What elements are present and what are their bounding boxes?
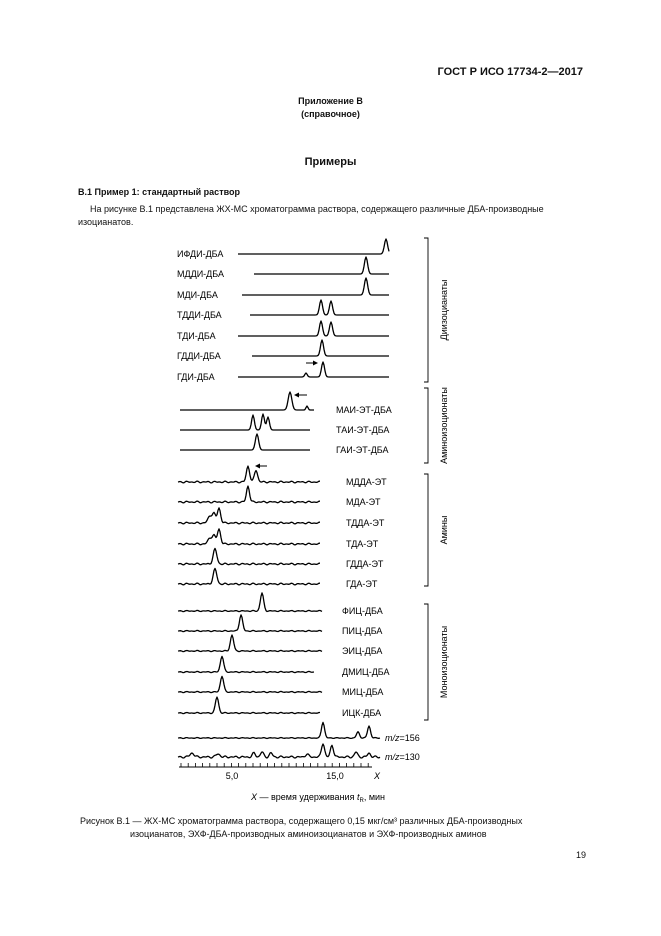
document-id: ГОСТ Р ИСО 17734-2—2017 [437, 66, 583, 78]
group-label: Амины [439, 515, 449, 545]
group-label: Моноизоционаты [439, 625, 449, 699]
annex-subtitle: (справочное) [301, 109, 360, 119]
trace-label: ИФДИ-ДБА [177, 249, 224, 259]
group-label: Аминоизоционаты [439, 387, 449, 464]
trace-label: ДМИЦ-ДБА [342, 667, 390, 677]
trace-label: ФИЦ-ДБА [342, 606, 383, 616]
section-heading: Примеры [304, 156, 357, 168]
trace-label: ТДДИ-ДБА [177, 310, 222, 320]
trace-тдда-эт [178, 508, 320, 524]
trace-дмиц-дба [178, 656, 314, 672]
shift-arrow [255, 464, 267, 469]
trace-label: МДИ-ДБА [177, 290, 218, 300]
shift-arrow [294, 393, 307, 398]
trace-label: МДДА-ЭТ [346, 477, 387, 487]
caption-line-2: изоцианатов, ЭХФ-ДБА-производных аминоизоцианатов и ЭХФ-производных аминов [130, 829, 487, 839]
trace-label: ГДДА-ЭТ [346, 559, 384, 569]
subsection-title: В.1 Пример 1: стандартный раствор [78, 187, 241, 197]
trace-миц-дба [178, 676, 322, 692]
time-axis [179, 763, 385, 804]
trace-label: ГДДИ-ДБА [177, 351, 221, 361]
shift-arrow [306, 361, 318, 366]
trace-label: МДА-ЭТ [346, 497, 381, 507]
trace-мдди-дба [254, 257, 389, 274]
trace-label: МДДИ-ДБА [177, 269, 224, 279]
trace-мда-эт [178, 486, 320, 503]
trace-label: ГДИ-ДБА [177, 372, 215, 382]
trace-тда-эт [178, 529, 320, 545]
bracket-амины [424, 474, 428, 586]
trace-тдди-дба [250, 300, 389, 315]
trace-label: ЭИЦ-ДБА [342, 646, 383, 656]
trace-label: МИЦ-ДБА [342, 687, 384, 697]
trace-маи-эт-дба [180, 392, 314, 410]
figure-caption [80, 815, 600, 841]
axis-legend: X — время удерживания $t_R$, мин [251, 792, 385, 804]
mz-label: m/z=130 [385, 752, 420, 762]
trace-пиц-дба [178, 615, 322, 632]
trace-гдда-эт [178, 548, 320, 565]
caption-line-1: Рисунок В.1 — ЖХ-МС хроматограмма раствора, содержащего 0,15 мкг/см³ различных ДБА-производных [80, 816, 523, 826]
trace-label: ТАИ-ЭТ-ДБА [336, 425, 390, 435]
trace-labels [177, 249, 449, 762]
trace-фиц-дба [178, 593, 322, 612]
trace-тди-дба [238, 321, 389, 336]
trace-label: ТДИ-ДБА [177, 331, 216, 341]
trace-мдда-эт [178, 466, 320, 483]
bracket-моноизоционаты [424, 604, 428, 720]
mz-label: m/z=156 [385, 733, 420, 743]
trace-label: МАИ-ЭТ-ДБА [336, 405, 392, 415]
trace-таи-эт-дба [180, 414, 310, 430]
page-number: 19 [575, 850, 586, 860]
trace-label: ТДА-ЭТ [346, 539, 379, 549]
group-label: Диизоцианаты [439, 279, 449, 341]
annex-title: Приложение В [298, 96, 363, 106]
axis-tick-label: 15,0 [326, 771, 344, 781]
trace-label: ГДА-ЭТ [346, 579, 378, 589]
trace-гдди-дба [252, 340, 389, 356]
trace-эиц-дба [178, 635, 322, 652]
bracket-аминоизоционаты [424, 388, 428, 463]
trace-ифди-дба [238, 239, 389, 254]
trace-label: ИЦК-ДБА [342, 708, 382, 718]
trace-label: ГАИ-ЭТ-ДБА [336, 445, 389, 455]
trace-mz-1 [178, 722, 380, 738]
trace-ицк-дба [178, 697, 320, 714]
group-brackets [424, 238, 428, 720]
trace-label: ПИЦ-ДБА [342, 626, 383, 636]
trace-mz-2 [178, 744, 380, 758]
trace-гда-эт [178, 568, 320, 585]
trace-гаи-эт-дба [180, 434, 310, 450]
axis-end-label: X [373, 771, 381, 781]
axis-tick-label: 5,0 [225, 771, 239, 781]
trace-label: ТДДА-ЭТ [346, 518, 385, 528]
intro-paragraph: На рисунке В.1 представлена ЖХ-МС хроматограмма раствора, содержащего различные ДБА-производные изоцианатов. [78, 204, 544, 227]
bracket-диизоцианаты [424, 238, 428, 382]
trace-мди-дба [242, 278, 389, 295]
